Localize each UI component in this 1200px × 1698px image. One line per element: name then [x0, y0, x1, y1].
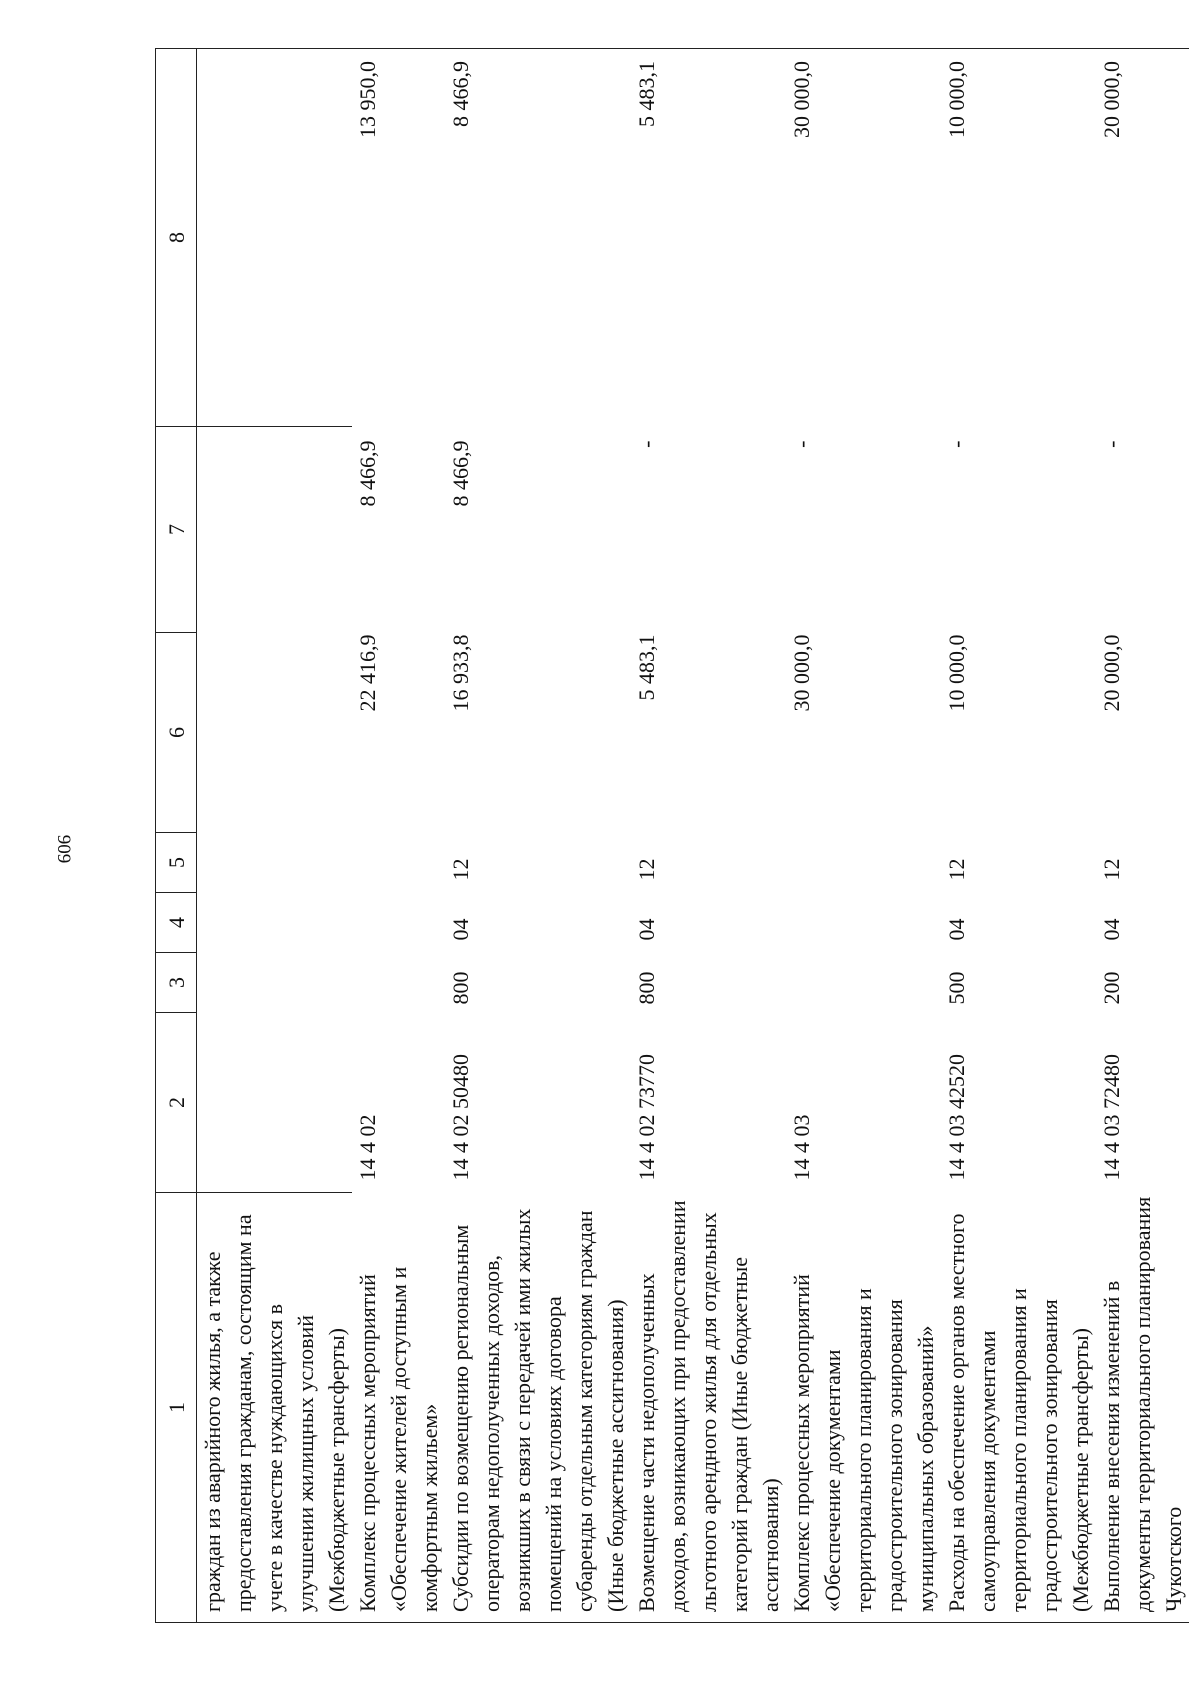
row-col6: 30 000,0 — [789, 634, 814, 712]
table-row — [786, 49, 941, 1623]
header-row — [156, 49, 197, 1623]
row-col6: 22 416,9 — [355, 634, 380, 712]
page-number: 909 — [53, 834, 74, 864]
row-col5: 12 — [1099, 858, 1124, 881]
row-col3 — [352, 953, 445, 1013]
row-col4: 04 — [944, 918, 969, 941]
table-row — [941, 49, 1096, 1623]
row-code: 14 4 02 — [355, 1114, 380, 1181]
row-col4 — [197, 893, 353, 953]
header-col-5: 5 — [156, 833, 197, 893]
rotated-table-frame — [155, 49, 1186, 1623]
row-col8 — [197, 49, 353, 427]
row-col8: 5 483,1 — [631, 49, 786, 427]
row-code — [197, 1013, 353, 1193]
row-name: Субсидии по возмещению региональным операторам недополученных доходов, возникших в связи с передачей ими жилых помещений на условиях договора субаренды отдельным категориям граждан (Иные бюджетные ассигнования) — [445, 1193, 631, 1623]
budget-table — [155, 48, 1189, 1623]
row-col3: 800 — [448, 971, 473, 1005]
row-col4: 04 — [634, 918, 659, 941]
row-code: 14 4 02 73770 — [634, 1054, 659, 1181]
row-code: 14 4 03 72480 — [1099, 1054, 1124, 1181]
row-col8: 10 000,0 — [941, 49, 1096, 427]
row-col5: 12 — [944, 858, 969, 881]
row-code: 14 4 03 42520 — [944, 1054, 969, 1181]
header-col-6: 6 — [156, 633, 197, 833]
row-col3: 800 — [634, 971, 659, 1005]
row-col8: 30 000,0 — [786, 49, 941, 427]
row-col7: 8 466,9 — [448, 440, 473, 507]
row-col7 — [197, 427, 353, 633]
row-name: Комплекс процессных мероприятий «Обеспечение жителей доступным и комфортным жильем» — [352, 1193, 445, 1623]
row-col6: 16 933,8 — [448, 634, 473, 712]
row-col6 — [197, 633, 353, 833]
row-col7: - — [634, 440, 659, 448]
row-col8: 13 950,0 — [352, 49, 445, 427]
header-col-1: 1 — [156, 1193, 197, 1623]
row-code: 14 4 03 — [789, 1114, 814, 1181]
table-row — [197, 49, 353, 1623]
row-col5 — [197, 833, 353, 893]
row-col4 — [352, 893, 445, 953]
header-col-4: 4 — [156, 893, 197, 953]
row-col6: 20 000,0 — [1099, 634, 1124, 712]
header-col-7: 7 — [156, 427, 197, 633]
row-col4 — [786, 893, 941, 953]
row-col8: 20 000,0 — [1096, 49, 1189, 427]
table-row — [631, 49, 786, 1623]
row-col6: 10 000,0 — [944, 634, 969, 712]
row-name: Комплекс процессных мероприятий «Обеспечение документами территориального планирования и градостроительного зонирования муниципальных образований» — [786, 1193, 941, 1623]
row-name: Выполнение внесения изменений в документы территориального планирования Чукотского — [1096, 1193, 1189, 1623]
row-name: Расходы на обеспечение органов местного самоуправления документами территориального планирования и градостроительного зонирования (Межбюджетные трансферты) — [941, 1193, 1096, 1623]
header-col-2: 2 — [156, 1013, 197, 1193]
row-code: 14 4 02 50480 — [448, 1054, 473, 1181]
row-col3: 500 — [944, 971, 969, 1005]
row-col4: 04 — [448, 918, 473, 941]
table-row — [1096, 49, 1189, 1623]
table-row — [445, 49, 631, 1623]
row-col5 — [786, 833, 941, 893]
row-name: Возмещение части недополученных доходов, возникающих при предоставлении льготного арендного жилья для отдельных категорий граждан (Иные бюджетные ассигнования) — [631, 1193, 786, 1623]
row-col7: - — [789, 440, 814, 448]
table-row — [352, 49, 445, 1623]
header-col-8: 8 — [156, 49, 197, 427]
row-col8: 8 466,9 — [445, 49, 631, 427]
row-col5: 12 — [448, 858, 473, 881]
row-col7: - — [944, 440, 969, 448]
row-col7: - — [1099, 440, 1124, 448]
row-col5 — [352, 833, 445, 893]
row-col4: 04 — [1099, 918, 1124, 941]
row-col6: 5 483,1 — [634, 634, 659, 701]
row-col3: 200 — [1099, 971, 1124, 1005]
row-col7: 8 466,9 — [355, 440, 380, 507]
row-col3 — [197, 953, 353, 1013]
row-name: граждан из аварийного жилья, а также предоставления гражданам, состоящим на учете в качестве нуждающихся в улучшении жилищных условий (Межбюджетные трансферты) — [197, 1193, 353, 1623]
header-col-3: 3 — [156, 953, 197, 1013]
row-col3 — [786, 953, 941, 1013]
row-col5: 12 — [634, 858, 659, 881]
